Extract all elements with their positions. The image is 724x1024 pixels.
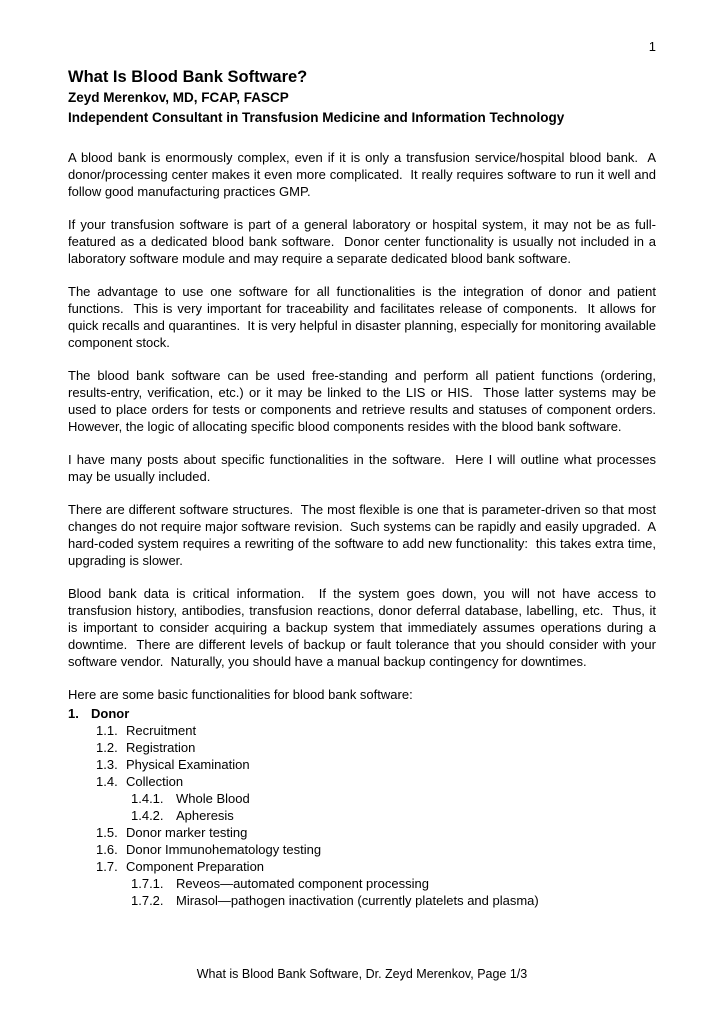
outline-text: Donor marker testing	[126, 825, 248, 840]
outline-number: 1.7.	[96, 859, 118, 874]
outline-number: 1.1.	[96, 723, 118, 738]
outline-item	[68, 705, 656, 722]
outline-text: Donor	[91, 706, 130, 721]
outline-list	[68, 705, 656, 909]
outline-text: Physical Examination	[126, 757, 250, 772]
outline-item	[68, 824, 656, 841]
page-footer: What is Blood Bank Software, Dr. Zeyd Merenkov, Page 1/3	[196, 967, 528, 981]
paragraph-5: I have many posts about specific functionalities in the software. Here I will outline what processes may be usually included.	[68, 452, 660, 484]
outline-item	[68, 773, 656, 790]
outline-number: 1.5.	[96, 825, 118, 840]
outline-number: 1.2.	[96, 740, 118, 755]
outline-number: 1.4.2.	[131, 808, 164, 823]
outline-item	[68, 841, 656, 858]
outline-number: 1.3.	[96, 757, 118, 772]
outline-text: Collection	[126, 774, 184, 789]
outline-number: 1.	[68, 706, 79, 721]
paragraph-4: The blood bank software can be used free-standing and perform all patient functions (ordering, results-entry, verification, etc.) or it may be linked to the LIS or HIS. Those latter systems may be used to place orders for tests or components and retrieve results and statuses of component orders. However, the logic of allocating specific blood components resides with the blood bank software.	[68, 368, 664, 434]
paragraph-1: A blood bank is enormously complex, even if it is only a transfusion service/hospital blood bank. A donor/processing center makes it even more complicated. It really requires software to run it well and follow good manufacturing practices GMP.	[68, 150, 660, 199]
outline-item	[68, 756, 656, 773]
author-role-line: Independent Consultant in Transfusion Medicine and Information Technology	[68, 109, 565, 125]
outline-text: Reveos—automated component processing	[176, 876, 429, 891]
outline-text: Whole Blood	[176, 791, 250, 806]
outline-text: Apheresis	[176, 808, 234, 823]
outline-item	[68, 892, 656, 909]
outline-item	[68, 875, 656, 892]
document-title: What Is Blood Bank Software?	[68, 68, 308, 86]
paragraph-2: If your transfusion software is part of a general laboratory or hospital system, it may not be as full-featured as a dedicated blood bank software. Donor center functionality is usually not included in a laboratory software module and may require a separate dedicated blood bank software.	[68, 217, 660, 266]
outline-text: Donor Immunohematology testing	[126, 842, 322, 857]
outline-item	[68, 790, 656, 807]
outline-text: Registration	[126, 740, 196, 755]
paragraph-7: Blood bank data is critical information. If the system goes down, you will not have access to transfusion history, antibodies, transfusion reactions, donor deferral database, labelling, etc. Thus, it is important to consider acquiring a backup system that immediately assumes operations during a downtime. There are different levels of backup or fault tolerance that you should consider with your software vendor. Naturally, you should have a manual backup contingency for downtimes.	[68, 586, 660, 669]
paragraph-3: The advantage to use one software for all functionalities is the integration of donor and patient functions. This is very important for traceability and facilitates release of components. It allows for quick recalls and quarantines. It is very helpful in disaster planning, especially for monitoring available component stock.	[68, 284, 660, 350]
outline-number: 1.4.1.	[131, 791, 164, 806]
outline-number: 1.7.1.	[131, 876, 164, 891]
list-intro: Here are some basic functionalities for blood bank software:	[68, 687, 413, 702]
outline-item	[68, 858, 656, 875]
outline-text: Mirasol—pathogen inactivation (currently platelets and plasma)	[176, 893, 539, 908]
page-number: 1	[648, 39, 656, 54]
outline-number: 1.6.	[96, 842, 118, 857]
outline-number: 1.7.2.	[131, 893, 164, 908]
outline-item	[68, 739, 656, 756]
outline-number: 1.4.	[96, 774, 118, 789]
outline-text: Recruitment	[126, 723, 197, 738]
outline-item	[68, 807, 656, 824]
outline-text: Component Preparation	[126, 859, 265, 874]
outline-item	[68, 722, 656, 739]
paragraph-6: There are different software structures. The most flexible is one that is parameter-driven so that most changes do not require major software revision. Such systems can be rapidly and easily upgraded. A hard-coded system requires a rewriting of the software to add new functionality: this takes extra time, upgrading is slower.	[68, 502, 660, 568]
author-line: Zeyd Merenkov, MD, FCAP, FASCP	[68, 90, 289, 105]
